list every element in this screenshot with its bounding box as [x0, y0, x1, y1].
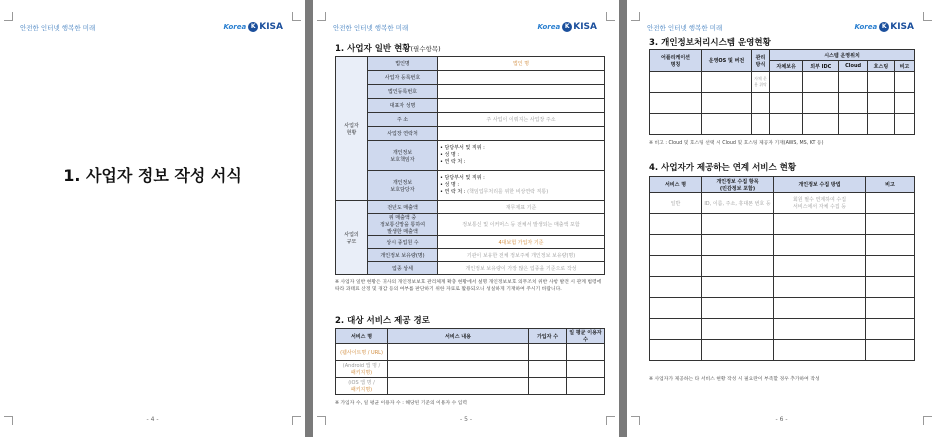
input-cell[interactable]	[839, 93, 868, 114]
input-cell[interactable]	[866, 235, 915, 256]
row-label: 사업장 연락처	[368, 127, 438, 141]
input-cell[interactable]	[839, 114, 868, 135]
row-label: 개인정보 보유량(명)	[368, 249, 438, 262]
row-label: 개인정보 보호담당자	[368, 171, 438, 201]
input-cell[interactable]	[567, 344, 605, 361]
row-label: 상시 종업원 수	[368, 236, 438, 249]
input-cell[interactable]	[702, 277, 774, 298]
input-cell[interactable]	[650, 298, 702, 319]
input-cell[interactable]	[650, 340, 702, 361]
business-info-table	[335, 56, 605, 275]
input-cell[interactable]: 법인 명	[438, 57, 605, 71]
input-cell[interactable]	[866, 256, 915, 277]
row-label: 법인명	[368, 57, 438, 71]
input-cell[interactable]	[388, 378, 529, 395]
input-cell[interactable]	[752, 114, 770, 135]
input-cell[interactable]	[650, 256, 702, 277]
page-number: - 6 -	[775, 416, 788, 423]
kisa-logo: Korea K KISA	[537, 22, 597, 32]
input-cell[interactable]	[702, 256, 774, 277]
row-label: 법인등록번호	[368, 85, 438, 99]
column-header: 개인정보 수집 항목 (민감정보 포함)	[702, 177, 774, 193]
input-cell[interactable]	[388, 361, 529, 378]
input-cell[interactable]	[894, 72, 914, 93]
input-cell[interactable]	[894, 93, 914, 114]
row-label: 전년도 매출액	[368, 201, 438, 214]
column-header: 비고	[894, 61, 914, 72]
input-cell[interactable]	[803, 93, 839, 114]
section-title: 1. 사업자 일반 현황(필수항목)	[335, 44, 441, 54]
input-cell[interactable]: 4대보험 가입자 기준	[438, 236, 605, 249]
input-cell[interactable]	[529, 361, 567, 378]
row-label: 업종 상세	[368, 262, 438, 275]
column-header: 서비스 명	[336, 329, 388, 344]
row-label: 대표자 성명	[368, 99, 438, 113]
input-cell[interactable]	[866, 340, 915, 361]
input-cell[interactable]	[567, 361, 605, 378]
input-cell[interactable]	[702, 319, 774, 340]
crop-mark	[317, 12, 326, 21]
column-header: 관리 방식	[752, 50, 770, 72]
input-cell[interactable]	[702, 340, 774, 361]
crop-mark	[606, 12, 615, 21]
input-cell[interactable]	[866, 319, 915, 340]
crop-mark	[631, 12, 640, 21]
input-cell[interactable]	[702, 72, 752, 93]
input-cell[interactable]	[866, 277, 915, 298]
input-cell[interactable]	[774, 214, 866, 235]
input-cell[interactable]: 정보통신 및 이커머스 등 전체서 발생되는 매출액 포함	[438, 214, 605, 236]
column-header: 외부 IDC	[803, 61, 839, 72]
input-cell[interactable]	[868, 93, 895, 114]
input-cell[interactable]	[774, 256, 866, 277]
row-label: 사업자 등록번호	[368, 71, 438, 85]
input-cell[interactable]	[438, 71, 605, 85]
column-header: 시스템 운영위치	[770, 50, 915, 61]
section-title: 4. 사업자가 제공하는 연계 서비스 현황	[649, 163, 797, 173]
input-cell[interactable]	[529, 378, 567, 395]
column-header: 서비스 내용	[388, 329, 529, 344]
input-cell[interactable]	[438, 127, 605, 141]
service-path-table	[335, 328, 605, 395]
input-cell[interactable]	[894, 114, 914, 135]
input-cell[interactable]	[752, 93, 770, 114]
input-cell[interactable]	[868, 114, 895, 135]
section-title: 2. 대상 서비스 제공 경로	[335, 316, 430, 326]
input-cell[interactable]	[702, 114, 752, 135]
input-cell[interactable]	[866, 193, 915, 214]
column-header: 가입자 수	[529, 329, 567, 344]
linked-service-table	[649, 176, 915, 361]
input-cell[interactable]	[702, 298, 774, 319]
input-cell[interactable]	[770, 114, 803, 135]
group-label: 사업의 규모	[336, 201, 368, 275]
input-cell[interactable]	[770, 72, 803, 93]
kisa-logo: Korea K KISA	[854, 22, 914, 32]
input-cell[interactable]	[650, 93, 702, 114]
column-header: Cloud	[839, 61, 868, 72]
row-label: 주 소	[368, 113, 438, 127]
input-cell[interactable]	[650, 319, 702, 340]
column-header: 호스팅	[868, 61, 895, 72]
header-slogan: 안전한 인터넷 행복한 미래	[333, 24, 409, 32]
column-header: 운영OS 및 버전	[702, 50, 752, 72]
input-cell[interactable]	[702, 214, 774, 235]
column-header: 일 평균 이용자 수	[567, 329, 605, 344]
input-cell[interactable]	[803, 72, 839, 93]
service-name-cell[interactable]: (iOS 앱 명 / 패키지명)	[336, 378, 388, 395]
input-cell[interactable]	[774, 235, 866, 256]
input-cell[interactable]: • 담당부서 및 직위 : • 성 명 : • 연 락 처 : (책임업무처리를 위한 비상연락 직통)	[438, 171, 605, 201]
system-operation-table	[649, 49, 915, 135]
input-cell[interactable]: 일반	[650, 193, 702, 214]
column-header: 개인정보 수집 방법	[774, 177, 866, 193]
service-name-cell[interactable]: (웹사이트명 / URL)	[336, 344, 388, 361]
input-cell[interactable]	[650, 214, 702, 235]
note-text: ※ 사업자가 제공하는 타 서비스 현황 작성 시 필요란이 부족할 경우 추가하여 작성	[649, 377, 820, 382]
input-cell[interactable]: 회원 필수 연계하여 수집 서비스에서 자체 수집 등	[774, 193, 866, 214]
header-slogan: 안전한 인터넷 행복한 미래	[647, 24, 723, 32]
page-2	[313, 0, 619, 437]
crop-mark	[4, 12, 13, 21]
column-header: 서비스 명	[650, 177, 702, 193]
input-cell[interactable]	[650, 72, 702, 93]
row-label: 개인정보 보호책임자	[368, 141, 438, 171]
input-cell[interactable]	[868, 72, 895, 93]
note-text: ※ 사업자 일반 현황은 귀사의 개인정보보호 관리체계 확충 현황에서 설명 개인정보보호 의무조치 위반 사항 발견 시 관계 법령에 따라 과태료 산정 및 경감 등의 여부를 판단하기 위한 자료로 활용되오니 성실하게 기재하여 주시기 바랍니다.	[335, 280, 602, 292]
group-label: 사업자 현황	[336, 57, 368, 201]
input-cell[interactable]	[702, 93, 752, 114]
input-cell[interactable]	[529, 344, 567, 361]
input-cell[interactable]	[866, 214, 915, 235]
header-slogan: 안전한 인터넷 행복한 미래	[20, 24, 96, 32]
page-number: - 4 -	[146, 416, 159, 423]
note-text: ※ 가입자 수, 일 평균 이용자 수 : 해당된 기준의 이용자 수 입력	[335, 401, 468, 406]
section-title: 3. 개인정보처리시스템 운영현황	[649, 38, 771, 48]
input-cell[interactable]: ID, 이름, 주소, 휴대폰 번호 등	[702, 193, 774, 214]
input-cell[interactable]	[438, 99, 605, 113]
input-cell[interactable]	[774, 340, 866, 361]
input-cell[interactable]	[702, 235, 774, 256]
note-text: ※ 비고 : Cloud 및 호스팅 선택 시 Cloud 및 호스팅 제공자 기재(AWS, MS, KT 등)	[649, 141, 824, 146]
input-cell[interactable]	[567, 378, 605, 395]
input-cell[interactable]	[650, 277, 702, 298]
input-cell[interactable]: • 담당부서 및 직위 : • 성 명 : • 연 락 처 :	[438, 141, 605, 171]
page-1	[0, 0, 305, 437]
crop-mark	[923, 12, 932, 21]
page-number: - 5 -	[460, 416, 472, 423]
input-cell[interactable]: 주 사업이 이뤄지는 사업장 주소	[438, 113, 605, 127]
column-header: 비고	[866, 177, 915, 193]
input-cell[interactable]: 자체 운용 위탁	[752, 72, 770, 93]
input-cell[interactable]	[650, 114, 702, 135]
input-cell[interactable]: 재무제표 기준	[438, 201, 605, 214]
input-cell[interactable]	[774, 277, 866, 298]
column-header: 어플리케이션 명칭	[650, 50, 702, 72]
crop-mark	[292, 12, 301, 21]
input-cell[interactable]	[438, 85, 605, 99]
input-cell[interactable]	[774, 298, 866, 319]
service-name-cell[interactable]: (Android 앱 명 / 패키지명)	[336, 361, 388, 378]
input-cell[interactable]	[866, 298, 915, 319]
input-cell[interactable]	[803, 114, 839, 135]
input-cell[interactable]	[388, 344, 529, 361]
input-cell[interactable]	[770, 93, 803, 114]
input-cell[interactable]	[650, 235, 702, 256]
column-header: 자체보유	[770, 61, 803, 72]
page-title: 1. 사업자 정보 작성 서식	[63, 166, 242, 185]
input-cell[interactable]: 기관이 보유한 전체 정보주체 개인정보 보유량(명)	[438, 249, 605, 262]
page-3	[627, 0, 936, 437]
row-label: 위 매출액 중 정보통신망을 통하여 발생한 매출액	[368, 214, 438, 236]
input-cell[interactable]	[839, 72, 868, 93]
input-cell[interactable]	[774, 319, 866, 340]
kisa-logo: Korea K KISA	[223, 22, 283, 32]
input-cell[interactable]: 개인정보 보유량이 가장 많은 업종을 기준으로 작성	[438, 262, 605, 275]
